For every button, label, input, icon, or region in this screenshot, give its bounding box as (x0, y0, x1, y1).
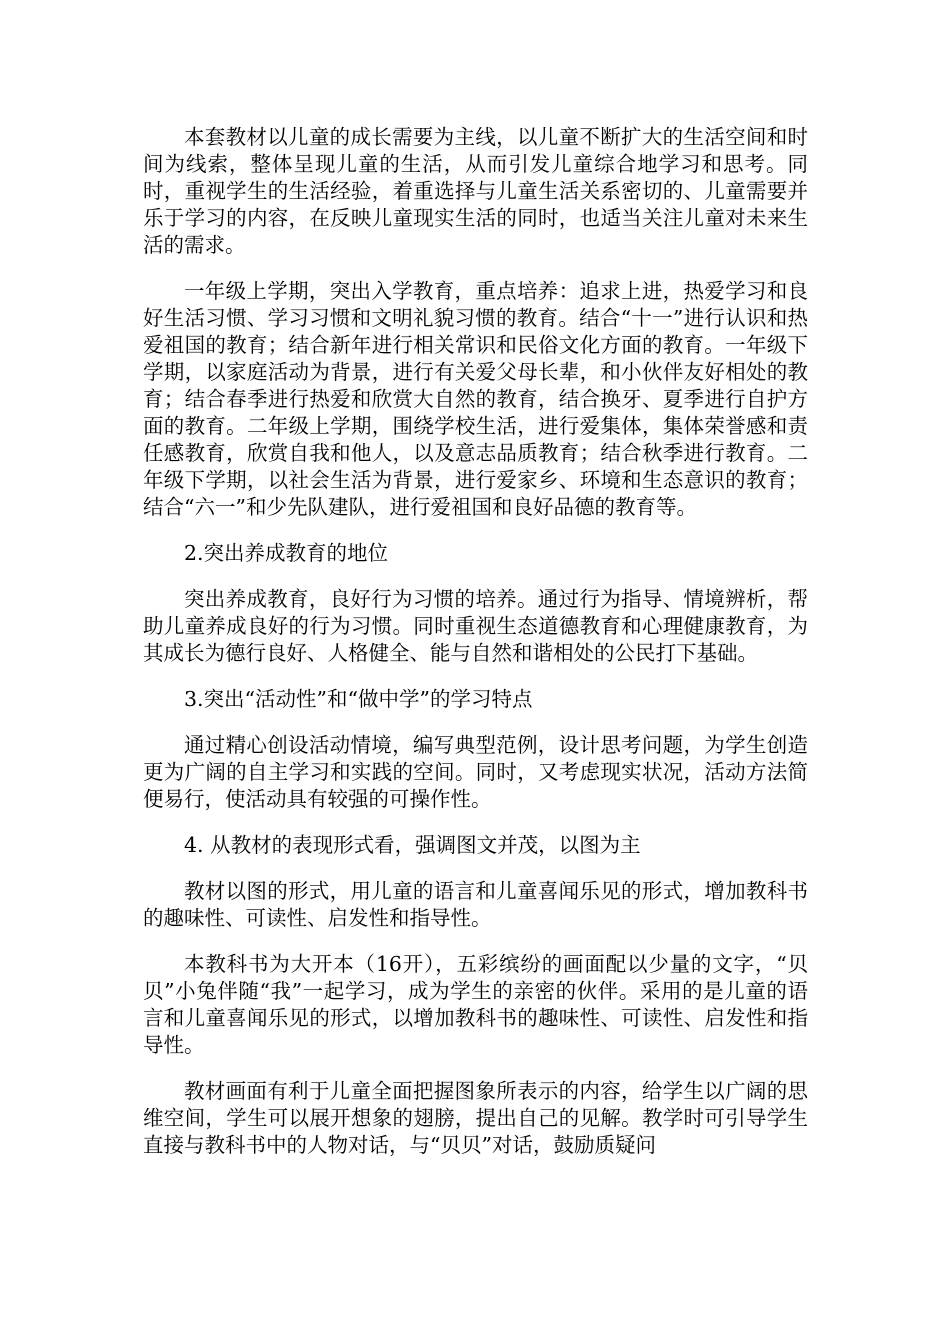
section-heading-3: 3.突出“活动性”和“做中学”的学习特点 (184, 687, 533, 711)
paragraph-picture-benefits: 教材画面有利于儿童全面把握图象所表示的内容，给学生以广阔的思维空间，学生可以展开想象的翅膀，提出自己的见解。教学时可引导学生直接与教科书中的人物对话，与“贝贝”对话，鼓励质疑问 (143, 1079, 808, 1157)
section-heading-2: 2.突出养成教育的地位 (184, 541, 389, 565)
paragraph-activity-design: 通过精心创设活动情境，编写典型范例，设计思考问题，为学生创造更为广阔的自主学习和实践的空间。同时，又考虑现实状况，活动方法简便易行，使活动具有较强的可操作性。 (143, 733, 808, 811)
paragraph-picture-form: 教材以图的形式，用儿童的语言和儿童喜闻乐见的形式，增加教科书的趣味性、可读性、启发性和指导性。 (143, 879, 808, 930)
paragraph-curriculum-mainline: 本套教材以儿童的成长需要为主线，以儿童不断扩大的生活空间和时间为线索，整体呈现儿童的生活，从而引发儿童综合地学习和思考。同时，重视学生的生活经验，着重选择与儿童生活关系密切的、儿童需要并乐于学习的内容，在反映儿童现实生活的同时，也适当关注儿童对未来生活的需求。 (143, 125, 808, 257)
paragraph-textbook-format: 本教科书为大开本（16开），五彩缤纷的画面配以少量的文字，“贝贝”小兔伴随“我”一起学习，成为学生的亲密的伙伴。采用的是儿童的语言和儿童喜闻乐见的形式，以增加教科书的趣味性、可读性、启发性和指导性。 (143, 952, 808, 1057)
document-page (143, 124, 808, 1178)
section-heading-4: 4. 从教材的表现形式看，强调图文并茂，以图为主 (184, 833, 641, 857)
paragraph-grade-semesters: 一年级上学期，突出入学教育，重点培养：追求上进，热爱学习和良好生活习惯、学习习惯和文明礼貌习惯的教育。结合“十一”进行认识和热爱祖国的教育；结合新年进行相关常识和民俗文化方面的教育。一年级下学期，以家庭活动为背景，进行有关爱父母长辈，和小伙伴友好相处的教育；结合春季进行热爱和欣赏大自然的教育，结合换牙、夏季进行自护方面的教育。二年级上学期，围绕学校生活，进行爱集体，集体荣誉感和责任感教育，欣赏自我和他人，以及意志品质教育；结合秋季进行教育。二年级下学期，以社会生活为背景，进行爱家乡、环境和生态意识的教育；结合“六一”和少先队建队，进行爱祖国和良好品德的教育等。 (143, 279, 808, 519)
paragraph-habit-education: 突出养成教育，良好行为习惯的培养。通过行为指导、情境辨析，帮助儿童养成良好的行为习惯。同时重视生态道德教育和心理健康教育，为其成长为德行良好、人格健全、能与自然和谐相处的公民打下基础。 (143, 587, 808, 665)
